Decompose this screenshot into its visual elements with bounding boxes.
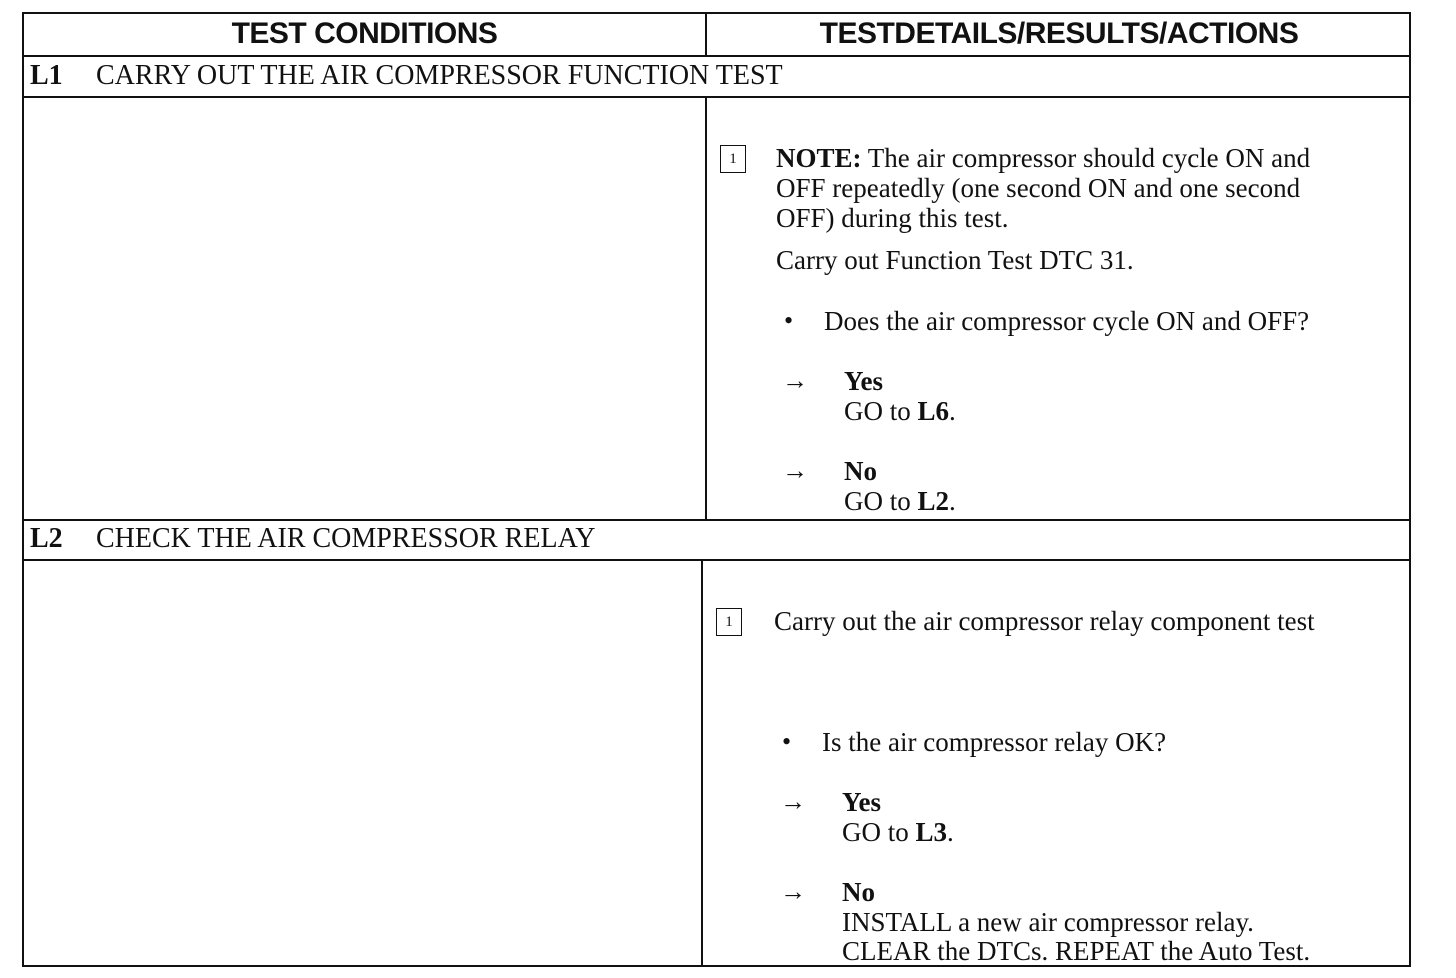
l1-instruction: Carry out Function Test DTC 31. — [776, 245, 1134, 275]
l2-title: CHECK THE AIR COMPRESSOR RELAY — [96, 523, 596, 554]
l2-yes-arrow: → — [780, 787, 806, 816]
l1-bullet: • — [784, 306, 794, 335]
l2-yes-action-prefix: GO to — [842, 817, 909, 847]
header-test-details: TESTDETAILS/RESULTS/ACTIONS — [819, 17, 1299, 50]
l1-title-divider — [24, 96, 1409, 98]
l2-no-arrow: → — [780, 877, 806, 906]
l2-no-label: No — [842, 877, 875, 907]
l2-yes-period: . — [947, 817, 954, 847]
l1-yes-arrow: → — [782, 366, 808, 395]
l2-yes-action — [842, 817, 954, 847]
l1-column-divider — [705, 97, 707, 520]
l2-section-title — [30, 521, 595, 557]
l1-id: L1 — [30, 60, 63, 91]
l2-bullet: • — [782, 727, 792, 756]
l2-yes-target: L3 — [915, 817, 948, 847]
l1-note-label: NOTE: — [776, 143, 862, 173]
l1-yes-action-prefix: GO to — [844, 396, 911, 426]
l2-no-action-line-2: CLEAR the DTCs. REPEAT the Auto Test. — [842, 936, 1311, 966]
l1-note-line-3: OFF) during this test. — [776, 203, 1009, 233]
l1-no-action — [844, 486, 956, 516]
l2-no-action-line-1: INSTALL a new air compressor relay. — [842, 907, 1254, 937]
l1-note-text-1: The air compressor should cycle ON and — [867, 143, 1311, 173]
l2-step-number-box: 1 — [716, 608, 742, 636]
l2-instruction: Carry out the air compressor relay component test — [774, 606, 1315, 636]
header-divider — [24, 55, 1409, 57]
l1-section-title — [30, 58, 783, 94]
l1-yes-label: Yes — [844, 366, 883, 396]
header-test-conditions: TEST CONDITIONS — [231, 17, 498, 50]
l1-no-action-prefix: GO to — [844, 486, 911, 516]
l1-no-target: L2 — [917, 486, 950, 516]
l1-title: CARRY OUT THE AIR COMPRESSOR FUNCTION TEST — [96, 60, 783, 91]
l1-yes-period: . — [949, 396, 956, 426]
l2-question: Is the air compressor relay OK? — [822, 727, 1167, 757]
l1-yes-target: L6 — [917, 396, 950, 426]
l2-title-divider — [24, 559, 1409, 561]
l1-note-line-2: OFF repeatedly (one second ON and one second — [776, 173, 1301, 203]
l1-no-period: . — [949, 486, 956, 516]
l2-yes-label: Yes — [842, 787, 881, 817]
l1-step-number-box: 1 — [720, 145, 746, 173]
l1-question: Does the air compressor cycle ON and OFF? — [824, 306, 1310, 336]
l2-id: L2 — [30, 523, 63, 554]
l2-column-divider — [701, 560, 703, 967]
l1-no-arrow: → — [782, 456, 808, 485]
l1-no-label: No — [844, 456, 877, 486]
l1-yes-action — [844, 396, 956, 426]
l1-note-line-1 — [776, 143, 1310, 173]
diagnostic-table — [22, 12, 1411, 967]
